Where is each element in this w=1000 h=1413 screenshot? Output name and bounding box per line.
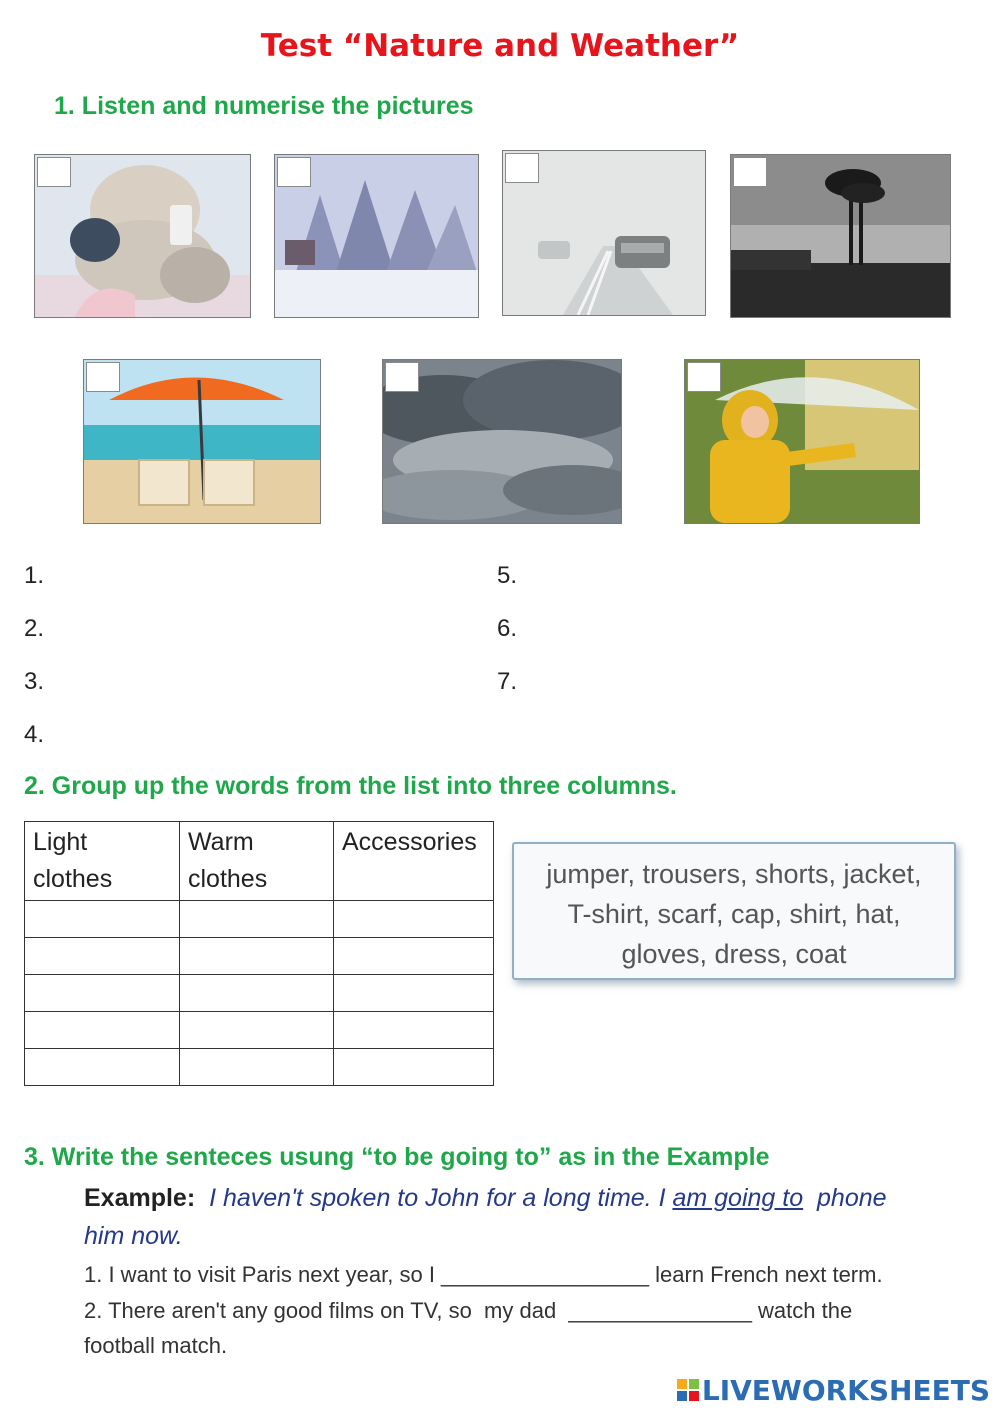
table-cell[interactable] [180,901,334,938]
table-cell[interactable] [334,938,494,975]
liveworksheets-logo[interactable] [676,1374,990,1407]
table-row [25,975,494,1012]
clothes-table [24,821,494,1086]
table-cell[interactable] [180,1049,334,1086]
sunny-beach-photo [83,359,321,524]
answer-box-1[interactable] [37,157,71,187]
example-text: phone [817,1184,887,1212]
column-header-warm-clothes: Warm clothes [180,822,334,901]
table-cell[interactable] [25,1049,180,1086]
example-text: him now. [84,1222,183,1250]
number-label: 4. [24,721,45,748]
rainy-child-photo [684,359,920,524]
section-1-heading: 1. Listen and numerise the pictures [54,92,474,120]
column-header-accessories: Accessories [334,822,494,901]
answer-box-4[interactable] [733,157,767,187]
table-cell[interactable] [180,938,334,975]
table-row [25,938,494,975]
answer-box-3[interactable] [505,153,539,183]
example-label: Example: [84,1184,196,1212]
table-cell[interactable] [25,975,180,1012]
table-cell[interactable] [25,938,180,975]
table-cell[interactable] [180,975,334,1012]
number-label: 3. [24,668,45,695]
table-row [25,1049,494,1086]
section-2-heading: 2. Group up the words from the list into three columns. [24,772,677,800]
number-label: 6. [497,615,518,642]
table-cell[interactable] [25,1012,180,1049]
number-label: 5. [497,562,518,589]
cold-person-photo [34,154,251,318]
cloudy-sky-photo [382,359,622,524]
snowy-forest-photo [274,154,479,318]
table-row [25,901,494,938]
number-label: 2. [24,615,45,642]
word-list-line: gloves, dress, coat [621,939,847,969]
liveworksheets-icon [676,1376,700,1400]
word-list-line: T-shirt, scarf, cap, shirt, hat, [567,899,901,929]
logo-text: LIVEWORKSHEETS [701,1374,990,1407]
sentence-2-continued: football match. [84,1333,228,1358]
word-list-box [512,842,956,980]
example-sentence [84,1179,974,1255]
word-list-line: jumper, trousers, shorts, jacket, [546,859,922,889]
worksheet-title: Test “Nature and Weather” [260,28,740,64]
table-cell[interactable] [334,975,494,1012]
example-text: I haven't spoken to John for a long time. I [209,1184,666,1212]
windy-storm-photo [730,154,951,318]
column-header-light-clothes: Light clothes [25,822,180,901]
answer-box-2[interactable] [277,157,311,187]
foggy-road-photo [502,150,706,316]
sentence-1: 1. I want to visit Paris next year, so I _________________ learn French next term. [84,1262,883,1287]
sentence-2: 2. There aren't any good films on TV, so my dad _______________ watch the [84,1298,853,1323]
example-highlight: am going to [672,1184,804,1212]
table-cell[interactable] [180,1012,334,1049]
answer-box-7[interactable] [687,362,721,392]
table-cell[interactable] [25,901,180,938]
table-cell[interactable] [334,901,494,938]
table-cell[interactable] [334,1012,494,1049]
answer-box-5[interactable] [86,362,120,392]
section-3-heading: 3. Write the senteces usung “to be going to” as in the Example [24,1143,770,1171]
answer-box-6[interactable] [385,362,419,392]
table-row [25,1012,494,1049]
number-label: 7. [497,668,518,695]
table-cell[interactable] [334,1049,494,1086]
number-label: 1. [24,562,45,589]
